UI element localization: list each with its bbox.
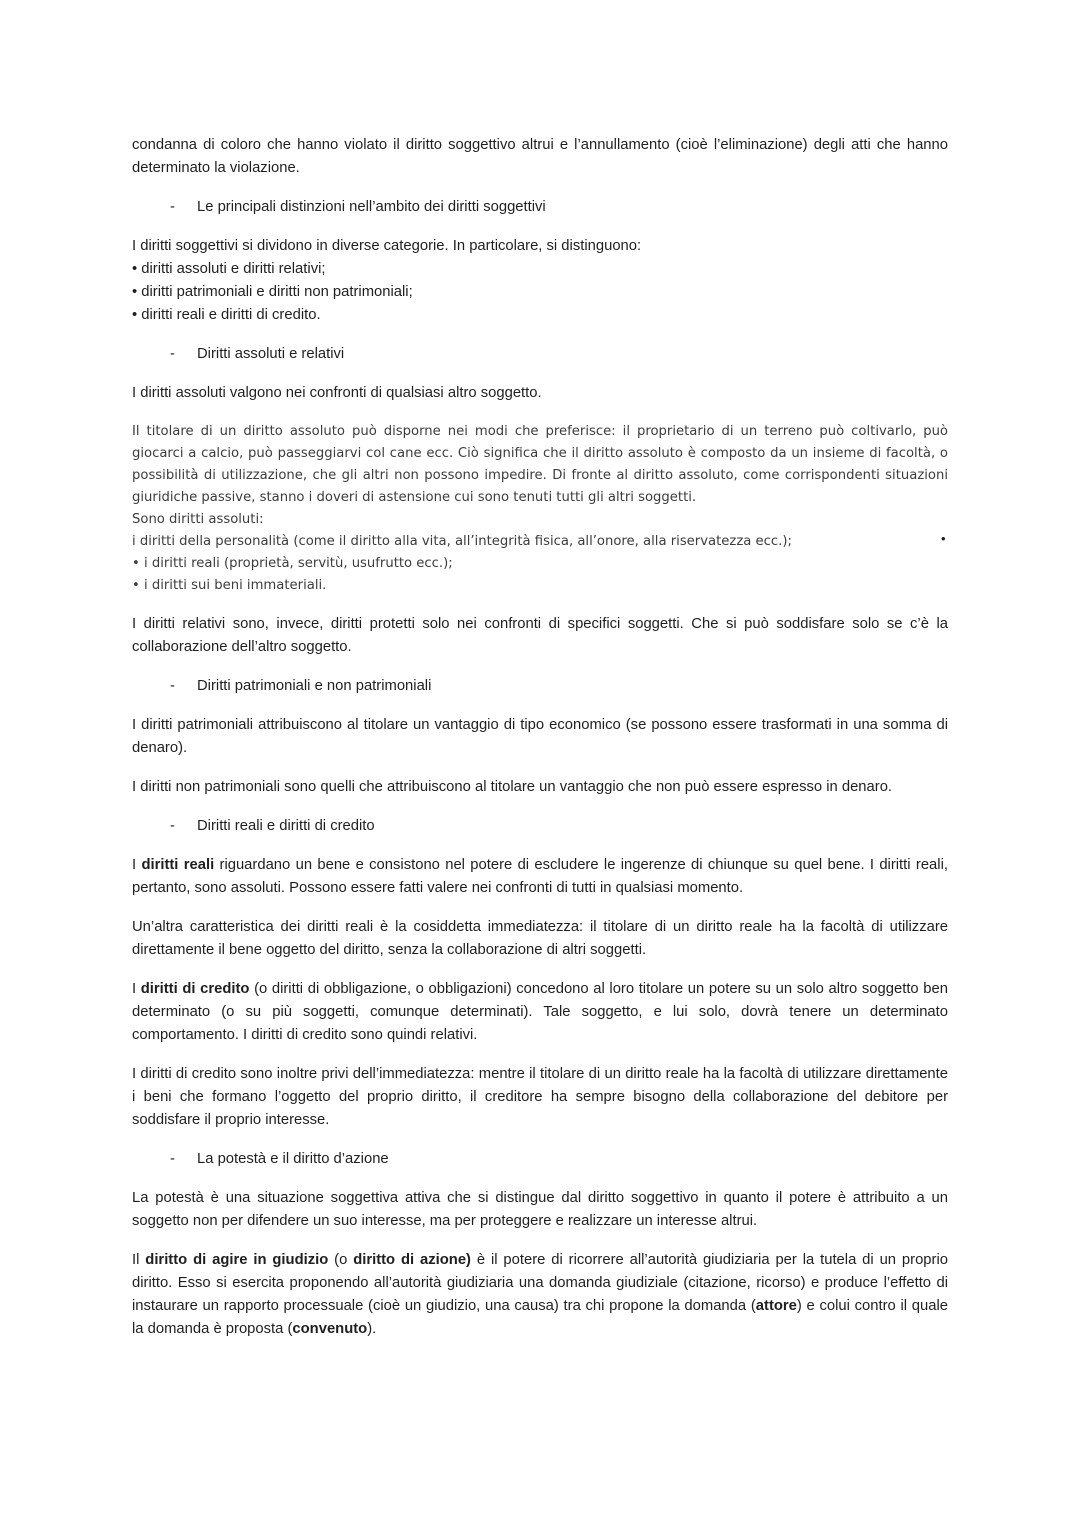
heading-dash: - [170, 1151, 175, 1167]
paragraph-immediatezza: Un’altra caratteristica dei diritti reali è la cosiddetta immediatezza: il titolare di un diritto reale ha la facoltà di utilizzare direttamente il bene oggetto del diritto, senza la collaborazione di altri soggetti. [132, 919, 948, 958]
bullet-list-categorie [132, 258, 948, 327]
bold-text: diritti reali [141, 857, 215, 873]
paragraph-patrimoniali: I diritti patrimoniali attribuiscono al titolare un vantaggio di tipo economico (se possono essere trasformati in una somma di denaro). [132, 717, 948, 756]
bold-text: diritti di credito [140, 981, 250, 997]
paragraph-titolare: Il titolare di un diritto assoluto può disporne nei modi che preferisce: il proprietario di un terreno può coltivarlo, può giocarci a calcio, può passeggiarvi col cane ecc. Ciò significa che il diritto assoluto è composto da un insieme di facoltà, o possibilità di utilizzazione, che gli altri non possono impedire. Di fronte al diritto assoluto, come corrispondenti situazioni giuridiche passive, stanno i doveri di astensione cui sono tenuti tutti gli altri soggetti. [132, 424, 948, 505]
text-segment: I [132, 857, 142, 873]
paragraph-potesta: La potestà è una situazione soggettiva attiva che si distingue dal diritto soggettivo in quanto il potere è attribuito a un soggetto non per difendere un suo interesse, ma per proteggere e realizzare un interesse altrui. [132, 1190, 948, 1229]
section-heading-distinzioni [170, 196, 948, 219]
section-heading-patrimoniali [170, 675, 948, 698]
bold-text: diritto di agire in giudizio [145, 1252, 329, 1268]
pasted-text-block [132, 421, 948, 597]
heading-dash: - [170, 199, 175, 215]
paragraph-condanna: condanna di coloro che hanno violato il diritto soggettivo altrui e l’annullamento (cioè l’eliminazione) degli atti che hanno determinato la violazione. [132, 137, 948, 176]
section-heading-potesta [170, 1148, 948, 1171]
list-item: • diritti patrimoniali e diritti non patrimoniali; [132, 284, 413, 300]
heading-label: Le principali distinzioni nell’ambito dei diritti soggettivi [197, 199, 546, 215]
heading-dash: - [170, 678, 175, 694]
heading-dash: - [170, 346, 175, 362]
bold-text: attore [755, 1298, 797, 1314]
text-segment: ) e colui contro il quale la domanda è proposta ( [132, 1298, 948, 1337]
paragraph-privi-immediatezza: I diritti di credito sono inoltre privi dell’immediatezza: mentre il titolare di un diritto reale ha la facoltà di utilizzare direttamente i beni che formano l’oggetto del proprio diritto, il creditore ha sempre bisogno della collaborazione del debitore per soddisfare il proprio interesse. [132, 1066, 948, 1128]
text-segment: Il [132, 1252, 146, 1268]
line-personalita: i diritti della personalità (come il diritto alla vita, all’integrità fisica, all’onore, alla riservatezza ecc.); [132, 534, 792, 549]
heading-label: La potestà e il diritto d’azione [197, 1151, 389, 1167]
list-item: • i diritti reali (proprietà, servitù, usufrutto ecc.); [132, 556, 453, 571]
paragraph-diritti-reali [132, 854, 948, 900]
line-sono-diritti: Sono diritti assoluti: [132, 512, 264, 527]
heading-label: Diritti assoluti e relativi [197, 346, 345, 362]
bold-text: diritto di azione) [353, 1252, 471, 1268]
text-segment: (o diritti di obbligazione, o obbligazioni) concedono al loro titolare un potere su un solo altro soggetto ben determinato (o su più soggetti, comunque determinati). Tale soggetto, e lui solo, dovrà tenere un determinato comportamento. I diritti di credito sono quindi relativi. [132, 981, 948, 1043]
list-item: • i diritti sui beni immateriali. [132, 578, 327, 593]
heading-label: Diritti patrimoniali e non patrimoniali [197, 678, 432, 694]
heading-label: Diritti reali e diritti di credito [197, 818, 375, 834]
paragraph-relativi: I diritti relativi sono, invece, diritti protetti solo nei confronti di specifici soggetti. Che si può soddisfare solo se c’è la collaborazione dell’altro soggetto. [132, 616, 948, 655]
text-segment: (o [328, 1252, 354, 1268]
list-item: • diritti reali e diritti di credito. [132, 307, 321, 323]
stray-bullet-icon: • [941, 531, 946, 546]
paragraph-diritti-credito [132, 978, 948, 1047]
document-content [132, 134, 948, 1357]
paragraph-valgono: I diritti assoluti valgono nei confronti di qualsiasi altro soggetto. [132, 385, 542, 401]
text-segment: I [132, 981, 141, 997]
paragraph-non-patrimoniali: I diritti non patrimoniali sono quelli che attribuiscono al titolare un vantaggio che non può essere espresso in denaro. [132, 779, 893, 795]
section-heading-reali-credito [170, 815, 948, 838]
text-segment: è il potere di ricorrere all’autorità giudiziaria per la tutela di un proprio diritto. Esso si esercita proponendo all’autorità giudiziaria una domanda giudiziale (citazione, ricorso) e produce l’effetto di instaurare un rapporto processuale (cioè un giudizio, una causa) tra chi propone la domanda ( [132, 1252, 948, 1314]
paragraph-distinguono: I diritti soggettivi si dividono in diverse categorie. In particolare, si distinguono: [132, 238, 642, 254]
text-segment: riguardano un bene e consistono nel potere di escludere le ingerenze di chiunque su quel bene. I diritti reali, pertanto, sono assoluti. Possono essere fatti valere nei confronti di tutti in qualsiasi momento. [132, 857, 948, 896]
bold-text: convenuto [292, 1321, 368, 1337]
text-segment: ). [367, 1321, 377, 1337]
paragraph-diritto-azione [132, 1249, 948, 1341]
section-heading-assoluti-relativi [170, 343, 948, 366]
list-item: • diritti assoluti e diritti relativi; [132, 261, 326, 277]
heading-dash: - [170, 818, 175, 834]
